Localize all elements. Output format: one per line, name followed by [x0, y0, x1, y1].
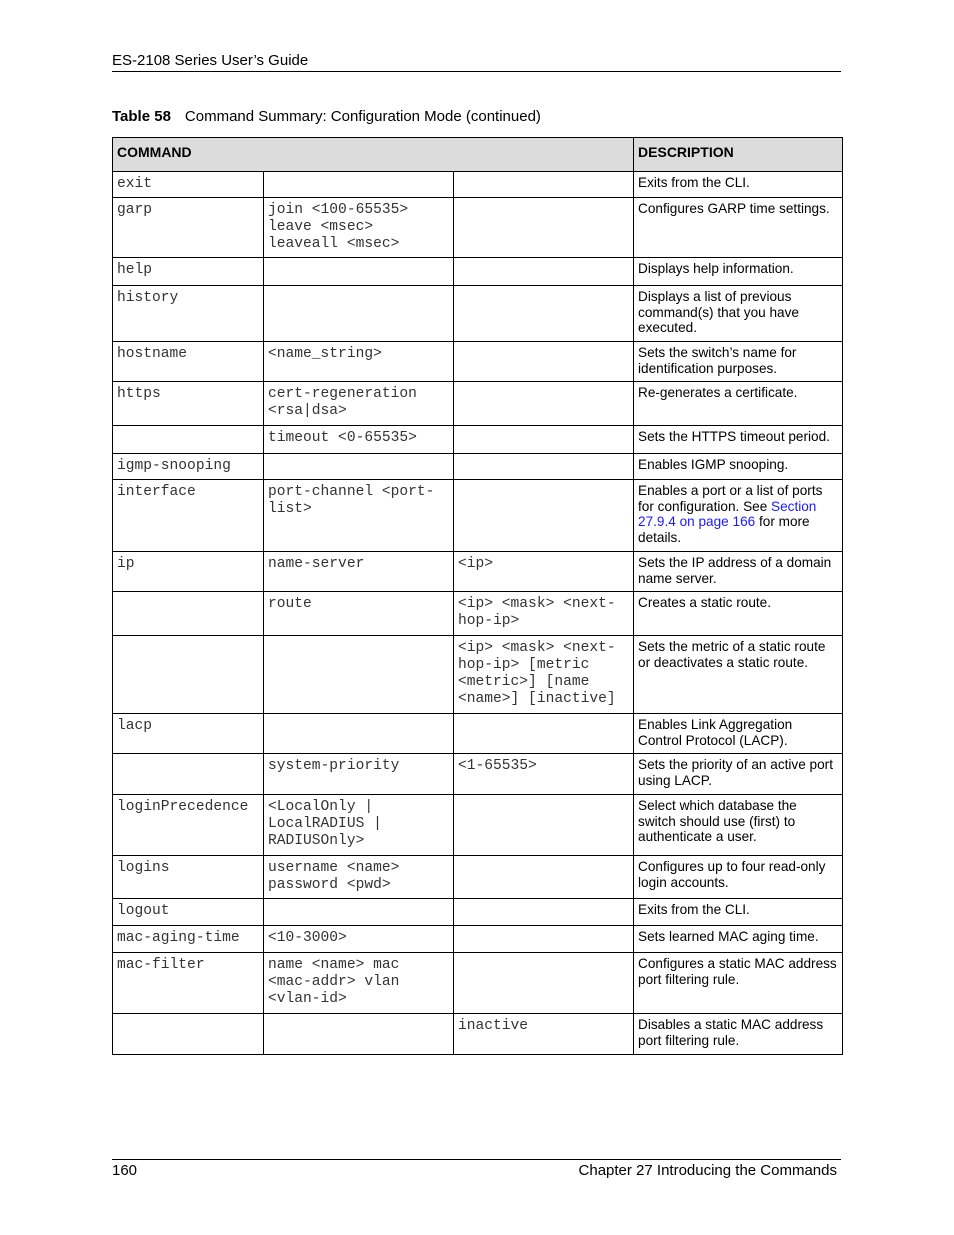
argument-cell: <LocalOnly | LocalRADIUS | RADIUSOnly> [264, 795, 454, 856]
command-cell [113, 426, 264, 454]
parameter-cell [454, 172, 634, 198]
command-cell [113, 1014, 264, 1055]
parameter-cell: <ip> <mask> <next- hop-ip> [metric <metric>] [name <name>] [inactive] [454, 636, 634, 714]
argument-cell [264, 454, 454, 480]
parameter-cell [454, 480, 634, 552]
table-row [113, 953, 843, 1014]
table-row [113, 899, 843, 926]
table-row [113, 480, 843, 552]
page-number: 160 [112, 1162, 138, 1179]
parameter-cell [454, 899, 634, 926]
argument-cell [264, 286, 454, 342]
argument-cell: system-priority [264, 754, 454, 795]
parameter-cell [454, 856, 634, 899]
table-row [113, 552, 843, 592]
table-row [113, 1014, 843, 1055]
description-cell: Sets the IP address of a domain name server. [634, 552, 843, 592]
command-cell: history [113, 286, 264, 342]
table-row [113, 426, 843, 454]
description-cell: Configures GARP time settings. [634, 198, 843, 258]
parameter-cell [454, 454, 634, 480]
description-cell: Configures a static MAC address port filtering rule. [634, 953, 843, 1014]
section-link[interactable]: Section 27.9.4 on page 166 [638, 498, 817, 530]
command-cell: hostname [113, 342, 264, 382]
parameter-cell [454, 286, 634, 342]
description-cell: Exits from the CLI. [634, 172, 843, 198]
parameter-cell [454, 382, 634, 426]
table-caption-text: Command Summary: Configuration Mode (continued) [184, 108, 541, 125]
argument-cell: <10-3000> [264, 926, 454, 953]
description-cell: Enables Link Aggregation Control Protocol (LACP). [634, 714, 843, 754]
command-cell: help [113, 258, 264, 286]
parameter-cell: <ip> [454, 552, 634, 592]
table-row [113, 592, 843, 636]
parameter-cell: <ip> <mask> <next- hop-ip> [454, 592, 634, 636]
description-cell: Sets the HTTPS timeout period. [634, 426, 843, 454]
footer-rule [112, 1159, 841, 1160]
table-row [113, 754, 843, 795]
description-cell: Sets the switch’s name for identification purposes. [634, 342, 843, 382]
description-cell: Disables a static MAC address port filtering rule. [634, 1014, 843, 1055]
parameter-cell: <1-65535> [454, 754, 634, 795]
table-row [113, 636, 843, 714]
command-cell: logins [113, 856, 264, 899]
command-cell [113, 754, 264, 795]
table-row [113, 258, 843, 286]
argument-cell: timeout <0-65535> [264, 426, 454, 454]
description-cell: Sets learned MAC aging time. [634, 926, 843, 953]
parameter-cell [454, 795, 634, 856]
command-cell: https [113, 382, 264, 426]
command-cell: mac-filter [113, 953, 264, 1014]
header-rule [112, 71, 841, 72]
parameter-cell [454, 342, 634, 382]
table-row [113, 926, 843, 953]
description-cell: Select which database the switch should use (first) to authenticate a user. [634, 795, 843, 856]
command-cell: igmp-snooping [113, 454, 264, 480]
column-header-description: DESCRIPTION [634, 138, 843, 172]
argument-cell: name-server [264, 552, 454, 592]
description-cell: Sets the metric of a static route or deactivates a static route. [634, 636, 843, 714]
table-row [113, 795, 843, 856]
table-row [113, 714, 843, 754]
argument-cell: <name_string> [264, 342, 454, 382]
table-row [113, 198, 843, 258]
parameter-cell [454, 426, 634, 454]
parameter-cell [454, 258, 634, 286]
argument-cell [264, 258, 454, 286]
parameter-cell: inactive [454, 1014, 634, 1055]
column-header-command: COMMAND [113, 138, 634, 172]
command-cell: garp [113, 198, 264, 258]
argument-cell: name <name> mac <mac-addr> vlan <vlan-id> [264, 953, 454, 1014]
table-row [113, 454, 843, 480]
parameter-cell [454, 926, 634, 953]
command-cell: interface [113, 480, 264, 552]
description-cell: Displays help information. [634, 258, 843, 286]
argument-cell: port-channel <port- list> [264, 480, 454, 552]
parameter-cell [454, 953, 634, 1014]
description-cell: Displays a list of previous command(s) that you have executed. [634, 286, 843, 342]
description-cell: Enables IGMP snooping. [634, 454, 843, 480]
table-row [113, 342, 843, 382]
command-cell: mac-aging-time [113, 926, 264, 953]
argument-cell [264, 636, 454, 714]
description-text: Enables a port or a list of ports for configuration. See [638, 483, 823, 514]
argument-cell: username <name> password <pwd> [264, 856, 454, 899]
command-cell: loginPrecedence [113, 795, 264, 856]
argument-cell [264, 172, 454, 198]
parameter-cell [454, 198, 634, 258]
chapter-title: Chapter 27 Introducing the Commands [578, 1162, 837, 1179]
command-cell: lacp [113, 714, 264, 754]
command-cell: ip [113, 552, 264, 592]
table-row [113, 172, 843, 198]
table-row [113, 382, 843, 426]
description-cell: Exits from the CLI. [634, 899, 843, 926]
argument-cell [264, 899, 454, 926]
argument-cell: cert-regeneration <rsa|dsa> [264, 382, 454, 426]
argument-cell [264, 714, 454, 754]
description-text: for more details. [638, 514, 810, 545]
description-cell: Configures up to four read-only login accounts. [634, 856, 843, 899]
command-cell [113, 636, 264, 714]
command-cell [113, 592, 264, 636]
command-cell: exit [113, 172, 264, 198]
table-caption-label: Table 58 [112, 108, 171, 125]
table-row [113, 286, 843, 342]
description-cell: Re-generates a certificate. [634, 382, 843, 426]
table-row [113, 856, 843, 899]
argument-cell [264, 1014, 454, 1055]
table-caption [112, 108, 541, 125]
table-header-row [113, 138, 843, 172]
parameter-cell [454, 714, 634, 754]
description-cell [634, 480, 843, 552]
command-summary-table [112, 137, 843, 1055]
command-cell: logout [113, 899, 264, 926]
argument-cell: join <100-65535> leave <msec> leaveall <msec> [264, 198, 454, 258]
description-cell: Sets the priority of an active port using LACP. [634, 754, 843, 795]
running-header: ES-2108 Series User’s Guide [112, 52, 309, 69]
description-cell: Creates a static route. [634, 592, 843, 636]
argument-cell: route [264, 592, 454, 636]
